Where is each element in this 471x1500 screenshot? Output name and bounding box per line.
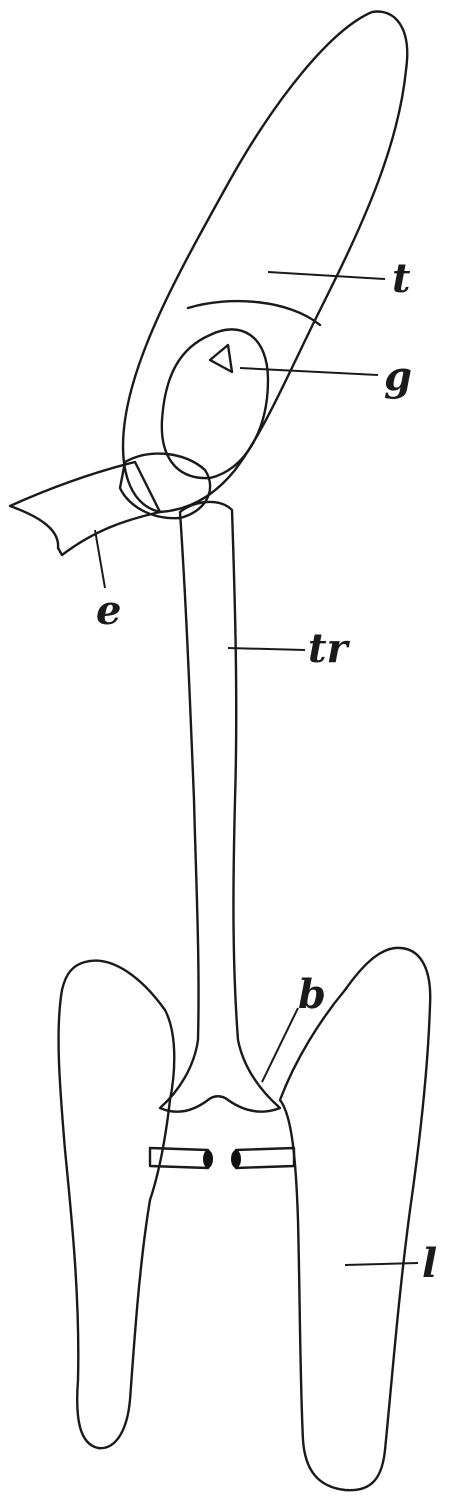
- label-t: t: [392, 255, 411, 302]
- right-bronchus-opening: [231, 1150, 241, 1168]
- thyroid-body: [123, 11, 407, 512]
- leader-e: [95, 530, 105, 588]
- left-lung: [59, 961, 175, 1449]
- right-lung: [280, 948, 430, 1490]
- leader-t: [268, 272, 385, 279]
- label-l: l: [422, 1240, 438, 1287]
- label-g: g: [384, 353, 412, 400]
- thyroid-inner-line: [188, 301, 320, 325]
- leader-l: [345, 1263, 418, 1265]
- gland-mark: [210, 345, 232, 372]
- leader-tr: [228, 648, 305, 650]
- label-b: b: [298, 971, 326, 1018]
- label-e: e: [96, 587, 122, 634]
- leader-g: [240, 368, 378, 375]
- right-bronchus: [236, 1148, 294, 1168]
- trachea: [160, 502, 280, 1112]
- left-bronchus-opening: [203, 1150, 213, 1168]
- label-tr: tr: [308, 625, 348, 672]
